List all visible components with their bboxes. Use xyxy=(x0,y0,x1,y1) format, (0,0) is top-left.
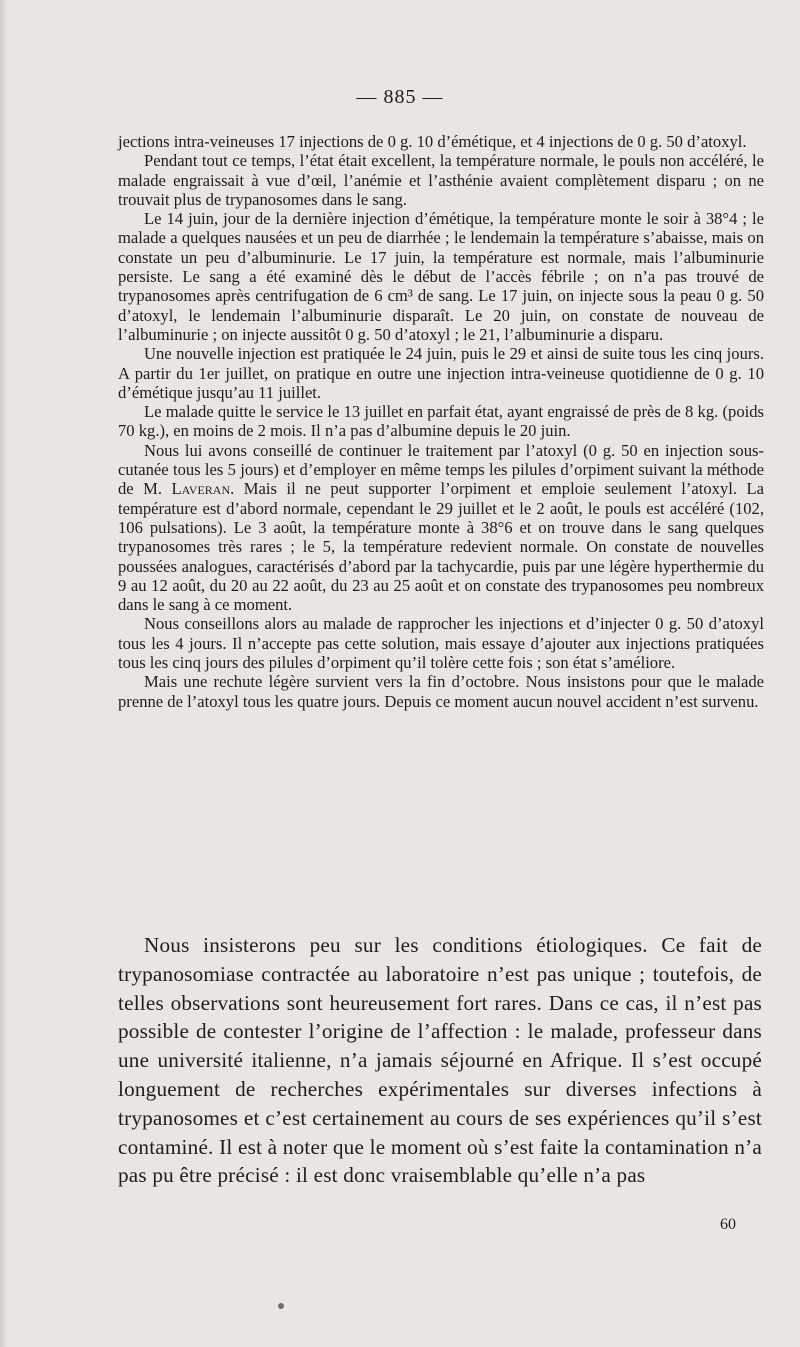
signature-mark: 60 xyxy=(720,1216,736,1233)
paragraph-etiology: Nous insisterons peu sur les conditions étiologiques. Ce fait de trypanosomiase contractée au laboratoire n’est pas unique ; toutefois, de telles observations sont heureusement fort rares. Dans ce cas, il n’est pas possible de contester l’origine de l’affection : le malade, professeur dans une université italienne, n’a jamais séjourné en Afrique. Il s’est occupé longuement de recherches expérimentales sur diverses infections à trypanosomes et c’est certainement au cours de ses expériences qu’il s’est contaminé. Il est à noter que le moment où s’est faite la contamination n’a pas pu être précisé : il est donc vraisemblable qu’elle n’a pas xyxy=(118,933,762,1188)
paragraph-discharge: Le malade quitte le service le 13 juillet en parfait état, ayant engraissé de près de 8 kg. (poids 70 kg.), en moins de 2 mois. Il n’a pas d’albumine depuis le 20 juin. xyxy=(118,402,764,441)
page-number: — 885 — xyxy=(356,86,444,108)
paragraph-state: Pendant tout ce temps, l’état était excellent, la température normale, le pouls non accéléré, le malade engraissait à vue d’œil, l’anémie et l’asthénie avaient complètement disparu ; on ne trouvait plus de trypanosomes dans le sang. xyxy=(118,151,764,209)
paragraph-text: . Mais il ne peut supporter l’orpiment et emploie seulement l’atoxyl. La température est d’abord normale, cependant le 29 juillet et le 2 août, le pouls est accéléré (102, 106 pulsations). Le 3 août, la température monte à 38°6 et on trouve dans le sang quelques trypanosomes très rares ; le 5, la température redevient normale. On constate de nouvelles poussées analogues, caractérisés d’abord par la tachycardie, puis par une légère hyperthermie du 9 au 12 août, du 20 au 22 août, du 23 au 25 août et on constate des trypanosomes peu nombreux dans le sang à ce moment. xyxy=(118,479,764,615)
paragraph-continuation: jections intra-veineuses 17 injections de 0 g. 10 d’émétique, et 4 injections de 0 g. 50 d’atoxyl. xyxy=(118,132,747,151)
paragraph-relapse: Mais une rechute légère survient vers la fin d’octobre. Nous insistons pour que le malade prenne de l’atoxyl tous les quatre jours. Depuis ce moment aucun nouvel accident n’est survenu. xyxy=(118,672,764,711)
paragraph-new-injection: Une nouvelle injection est pratiquée le 24 juin, puis le 29 et ainsi de suite tous les cinq jours. A partir du 1er juillet, on pratique en outre une injection intra-veineuse quotidienne de 0 g. 10 d’émétique jusqu’au 11 juillet. xyxy=(118,344,764,402)
paragraph-june-14: Le 14 juin, jour de la dernière injection d’émétique, la température monte le soir à 38°4 ; le malade a quelques nausées et un peu de diarrhée ; le lendemain la température s’abaisse, mais on constate un peu d’albuminurie. Le 17 juin, la température est normale, mais l’albuminurie persiste. Le sang a été examiné dès le début de l’accès fébrile ; on n’a pas trouvé de trypanosomes après centrifugation de 6 cm³ de sang. Le 17 juin, on injecte sous la peau 0 g. 50 d’atoxyl, le lendemain l’albuminurie disparaît. Le 20 juin, on constate de nouveau de l’albuminurie ; on injecte aussitôt 0 g. 50 d’atoxyl ; le 21, l’albuminurie a disparu. xyxy=(118,209,764,344)
ink-speck xyxy=(278,1303,284,1309)
paragraph-text: Nous lui avons conseillé de continuer le traitement par l’atoxyl (0 g. 50 en injection sous-cutanée tous les 5 jours) et d’employer en même temps les pilules d’orpiment suivant la méthode de M. xyxy=(118,440,764,499)
paragraph-treatment-advice xyxy=(118,441,764,615)
case-report-block xyxy=(118,132,764,711)
discussion-block xyxy=(118,931,762,1190)
page-binding-edge xyxy=(0,0,8,1347)
author-name: Laveran xyxy=(171,479,231,499)
paragraph-injection-advice: Nous conseillons alors au malade de rapprocher les injections et d’injecter 0 g. 50 d’atoxyl tous les 4 jours. Il n’accepte pas cette solution, mais essaye d’ajouter aux injections pratiquées tous les cinq jours des pilules d’orpiment qu’il tolère cette fois ; son état s’améliore. xyxy=(118,614,764,673)
